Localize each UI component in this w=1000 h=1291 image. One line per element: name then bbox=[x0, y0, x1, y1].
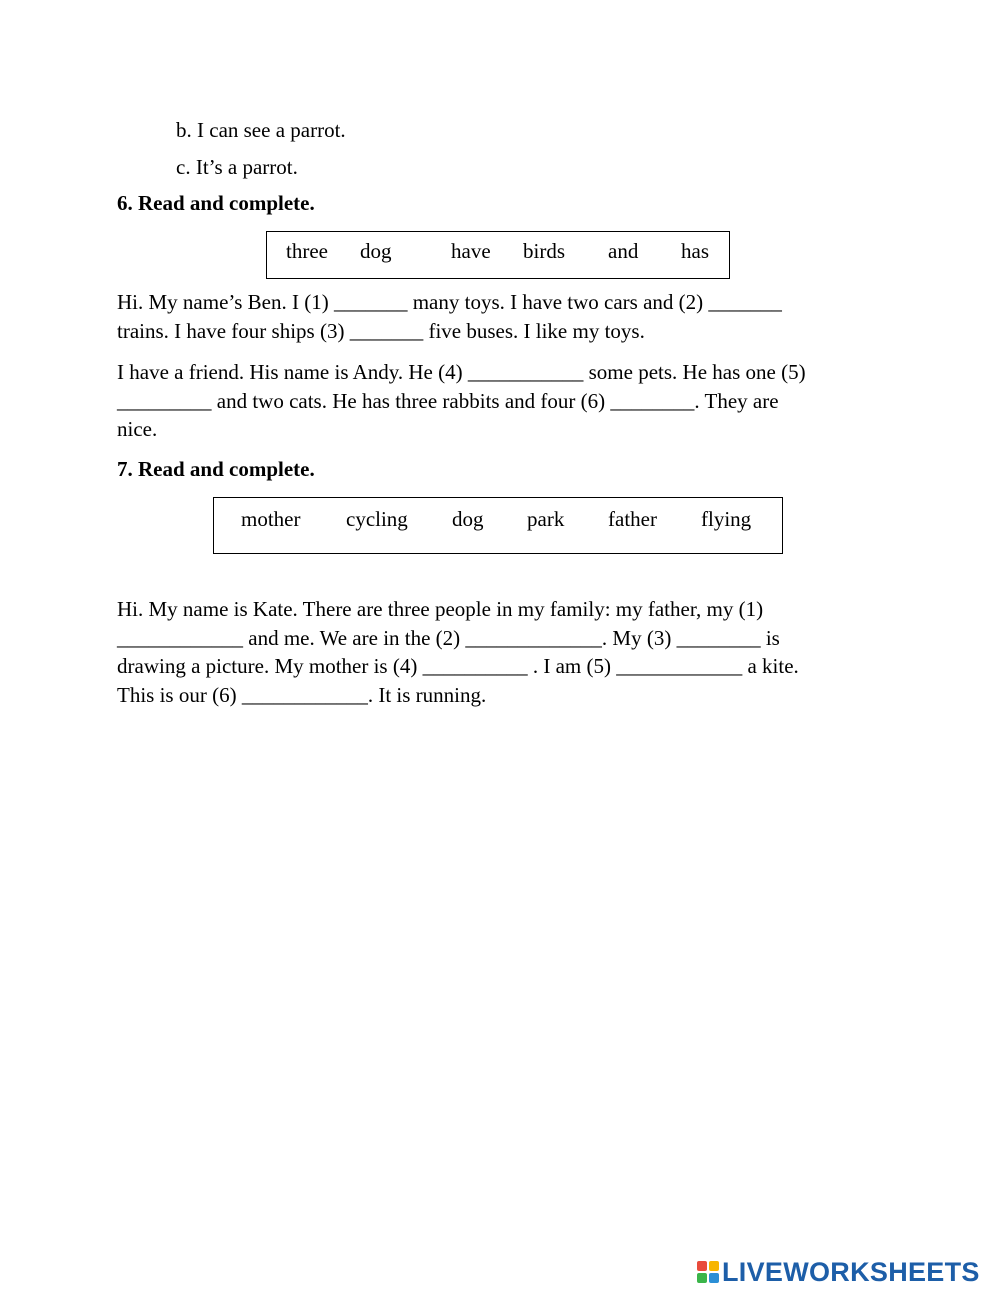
text: . They are bbox=[694, 388, 779, 413]
text-line bbox=[117, 358, 877, 387]
answer-blank-4[interactable]: __________ bbox=[422, 654, 528, 678]
logo-tile bbox=[697, 1261, 707, 1271]
text: . My (3) bbox=[601, 625, 677, 650]
text-line bbox=[117, 317, 877, 346]
text: some pets. He has one (5) bbox=[583, 360, 806, 384]
answer-blank-3[interactable]: _______ bbox=[349, 318, 424, 343]
text: Hi. My name’s Ben. I (1) bbox=[117, 290, 334, 314]
logo-text: LIVEWORKSHEETS bbox=[722, 1256, 980, 1287]
text-line: Hi. My name is Kate. There are three people in my family: my father, my (1) bbox=[117, 597, 764, 621]
answer-blank-2[interactable]: _______ bbox=[708, 290, 782, 314]
text: and two cats. He has three rabbits and four (6) bbox=[211, 388, 611, 413]
section7-title: 7. Read and complete. bbox=[117, 457, 315, 481]
liveworksheets-logo bbox=[697, 1257, 980, 1287]
section6-paragraph-2 bbox=[117, 358, 877, 444]
word-bank-item: and bbox=[608, 239, 639, 263]
text: is bbox=[760, 625, 780, 650]
text-line bbox=[117, 288, 877, 317]
text: . I am (5) bbox=[527, 654, 617, 678]
answer-blank-3[interactable]: ________ bbox=[676, 625, 761, 650]
word-box-6 bbox=[266, 231, 730, 279]
section6-number: 6 bbox=[117, 191, 128, 215]
word-bank-item: has bbox=[681, 239, 709, 263]
text-line bbox=[117, 652, 877, 681]
logo-tiles-icon bbox=[697, 1261, 719, 1283]
text: This is our (6) bbox=[117, 682, 242, 707]
section6-heading bbox=[117, 189, 315, 217]
text-line bbox=[117, 387, 877, 416]
answer-blank-6[interactable]: ____________ bbox=[241, 682, 368, 707]
answer-blank-2[interactable]: _____________ bbox=[465, 625, 602, 650]
word-bank-item: birds bbox=[523, 239, 565, 263]
text: drawing a picture. My mother is (4) bbox=[117, 654, 423, 678]
logo-tile bbox=[709, 1273, 719, 1283]
word-bank-item: have bbox=[451, 239, 491, 263]
answer-blank-4[interactable]: ___________ bbox=[467, 360, 584, 384]
answer-blank-1[interactable]: _______ bbox=[333, 290, 408, 314]
word-bank-item: flying bbox=[701, 507, 752, 531]
logo-tile bbox=[709, 1261, 719, 1271]
text: and me. We are in the (2) bbox=[243, 625, 466, 650]
word-bank-item: cycling bbox=[346, 507, 408, 531]
text: trains. I have four ships (3) bbox=[117, 318, 350, 343]
answer-blank-5[interactable]: _________ bbox=[117, 388, 212, 413]
answer-blank-1[interactable]: ____________ bbox=[117, 625, 243, 650]
word-bank-item: mother bbox=[241, 507, 301, 531]
text-line: nice. bbox=[117, 417, 158, 441]
word-bank-item: three bbox=[286, 239, 328, 263]
section6-title: . Read and complete. bbox=[127, 191, 315, 215]
text: I have a friend. His name is Andy. He (4) bbox=[117, 360, 468, 384]
word-bank-item: father bbox=[608, 507, 657, 531]
answer-blank-6[interactable]: ________ bbox=[610, 388, 695, 413]
answer-blank-5[interactable]: ____________ bbox=[616, 654, 743, 678]
option-c: c. It’s a parrot. bbox=[176, 155, 298, 179]
text: . It is running. bbox=[367, 682, 487, 707]
logo-tile bbox=[697, 1273, 707, 1283]
text-line bbox=[117, 624, 877, 653]
word-box-7 bbox=[213, 497, 783, 554]
word-bank-item: dog bbox=[360, 239, 392, 263]
option-b: b. I can see a parrot. bbox=[176, 118, 346, 142]
text: many toys. I have two cars and (2) bbox=[407, 290, 709, 314]
section7-paragraph bbox=[117, 595, 877, 709]
text: five buses. I like my toys. bbox=[423, 318, 645, 343]
section6-paragraph-1 bbox=[117, 288, 877, 345]
text-line bbox=[117, 681, 877, 710]
text: a kite. bbox=[742, 654, 799, 678]
word-bank-item: park bbox=[527, 507, 565, 531]
word-bank-item: dog bbox=[452, 507, 484, 531]
